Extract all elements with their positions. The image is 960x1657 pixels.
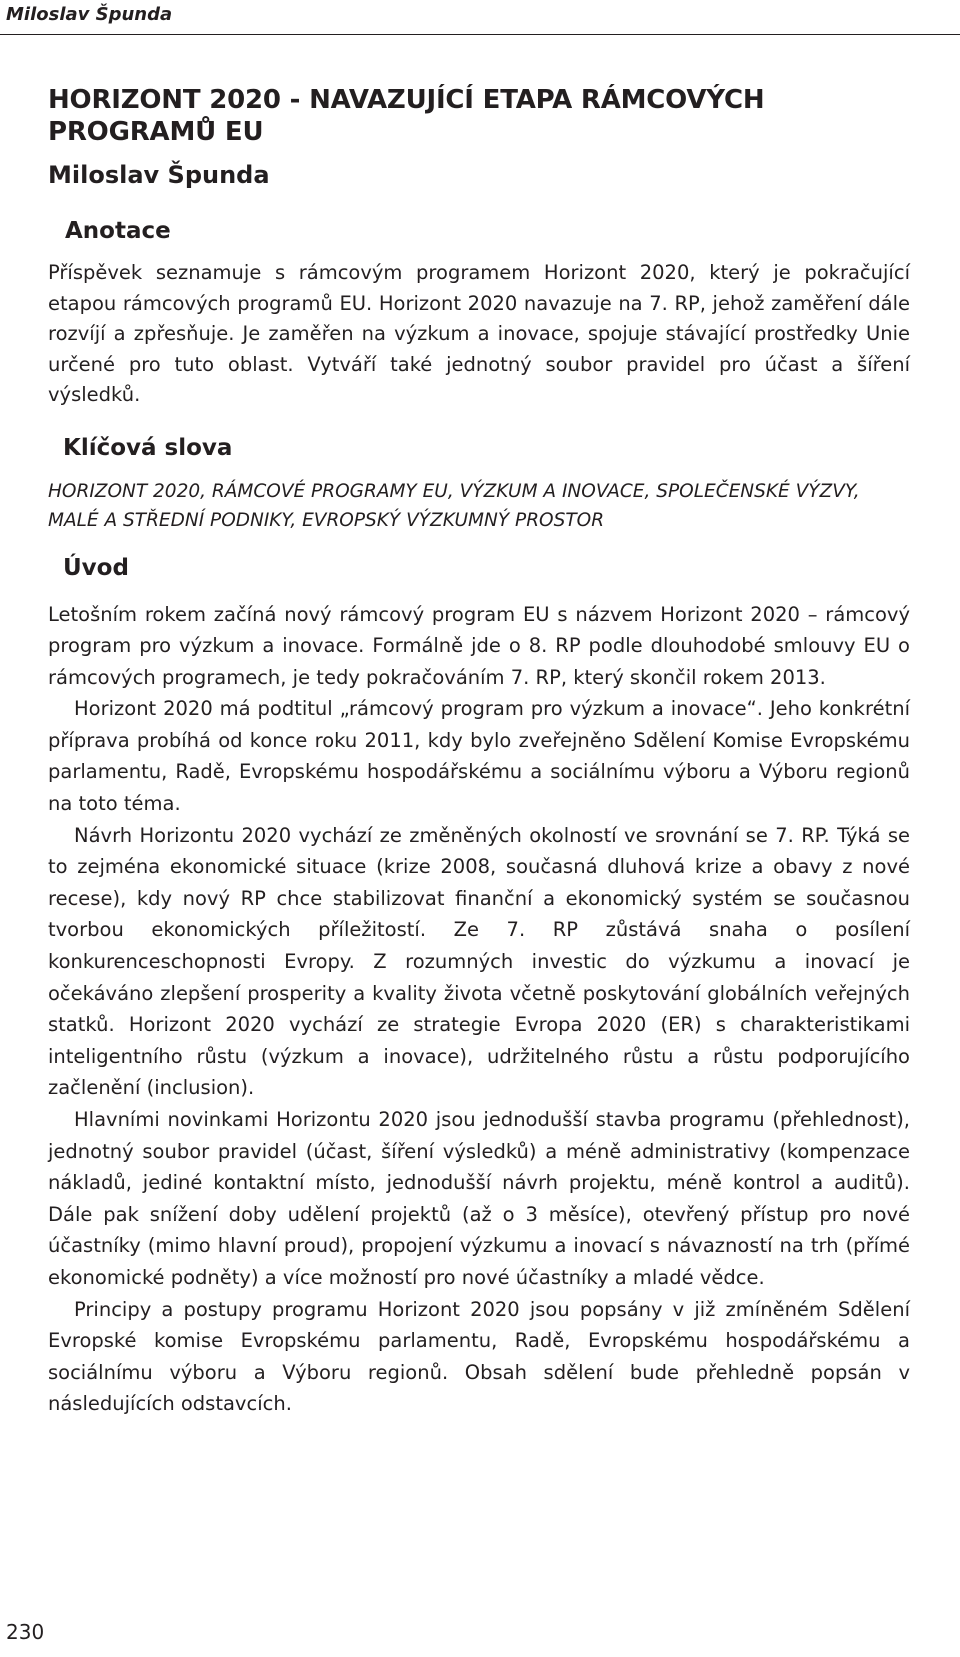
paragraph: Principy a postupy programu Horizont 2020 jsou popsány v již zmíněném Sdělení Evropské komise Evropskému parlamentu, Radě, Evropskému hospodářskému a sociálnímu výboru a Výboru regionů. Obsah sdělení bude přehledně popsán v následujících odstavcích. bbox=[48, 1297, 910, 1416]
keywords-heading: Klíčová slova bbox=[63, 434, 233, 461]
running-header: Miloslav Špunda bbox=[6, 4, 173, 25]
keywords-text: HORIZONT 2020, RÁMCOVÉ PROGRAMY EU, VÝZKUM A INOVACE, SPOLEČENSKÉ VÝZVY, MALÉ A STŘEDNÍ PODNIKY, EVROPSKÝ VÝZKUMNÝ PROSTOR bbox=[48, 480, 860, 531]
paragraph: Hlavními novinkami Horizontu 2020 jsou jednodušší stavba programu (přehlednost), jednotný soubor pravidel (účast, šíření výsledků) a méně administrativy (kompenzace nákladů, jediné kontaktní místo, jednodušší návrh projektu, méně kontrol a auditů). Dále pak snížení doby udělení projektů (až o 3 měsíce), otevřený přístup pro nové účastníky (mimo hlavní proud), propojení výzkumu a inovací s návazností na trh (přímé ekonomické podněty) a více možností pro nové účastníky a mladé vědce. bbox=[48, 1108, 910, 1289]
article-title: HORIZONT 2020 - NAVAZUJÍCÍ ETAPA RÁMCOVÝCH PROGRAMŮ EU bbox=[48, 85, 765, 147]
paragraph: Horizont 2020 má podtitul „rámcový program pro výzkum a inovace“. Jeho konkrétní příprava probíhá od konce roku 2011, kdy bylo zveřejněno Sdělení Komise Evropskému parlamentu, Radě, Evropskému hospodářskému a sociálnímu výboru a Výboru regionů na toto téma. bbox=[48, 697, 910, 816]
paragraph: Návrh Horizontu 2020 vychází ze změněných okolností ve srovnání se 7. RP. Týká se to zejména ekonomické situace (krize 2008, současná dluhová krize a obavy z nové recese), kdy nový RP chce stabilizovat finanční a ekonomický systém se současnou tvorbou ekonomických příležitostí. Ze 7. RP zůstává snaha o posílení konkurenceschopnosti Evropy. Z rozumných investic do výzkumu a inovací je očekáváno zlepšení prosperity a kvality života včetně poskytování globálních veřejných statků. Horizont 2020 vychází ze strategie Evropa 2020 (ER) s charakteristikami inteligentního růstu (výzkum a inovace), udržitelného růstu a růstu podporujícího začlenění (inclusion). bbox=[48, 823, 910, 1100]
paragraph: Letošním rokem začíná nový rámcový program EU s názvem Horizont 2020 – rámcový program pro výzkum a inovace. Formálně jde o 8. RP podle dlouhodobé smlouvy EU o rámcových programech, je tedy pokračováním 7. RP, který skončil rokem 2013. bbox=[48, 602, 910, 689]
introduction-body bbox=[48, 599, 910, 1420]
introduction-heading: Úvod bbox=[63, 554, 129, 581]
annotation-heading: Anotace bbox=[65, 218, 171, 244]
article-content bbox=[48, 84, 910, 1420]
article-author: Miloslav Špunda bbox=[48, 161, 270, 189]
page-number: 230 bbox=[6, 1620, 45, 1644]
header-rule bbox=[0, 34, 960, 35]
annotation-text: Příspěvek seznamuje s rámcovým programem Horizont 2020, který je pokračující etapou rámcových programů EU. Horizont 2020 navazuje na 7. RP, jehož zaměření dále rozvíjí a zpřesňuje. Je zaměřen na výzkum a inovace, spojuje stávající prostředky Unie určené pro tuto oblast. Vytváří také jednotný soubor pravidel pro účast a šíření výsledků. bbox=[48, 261, 910, 406]
